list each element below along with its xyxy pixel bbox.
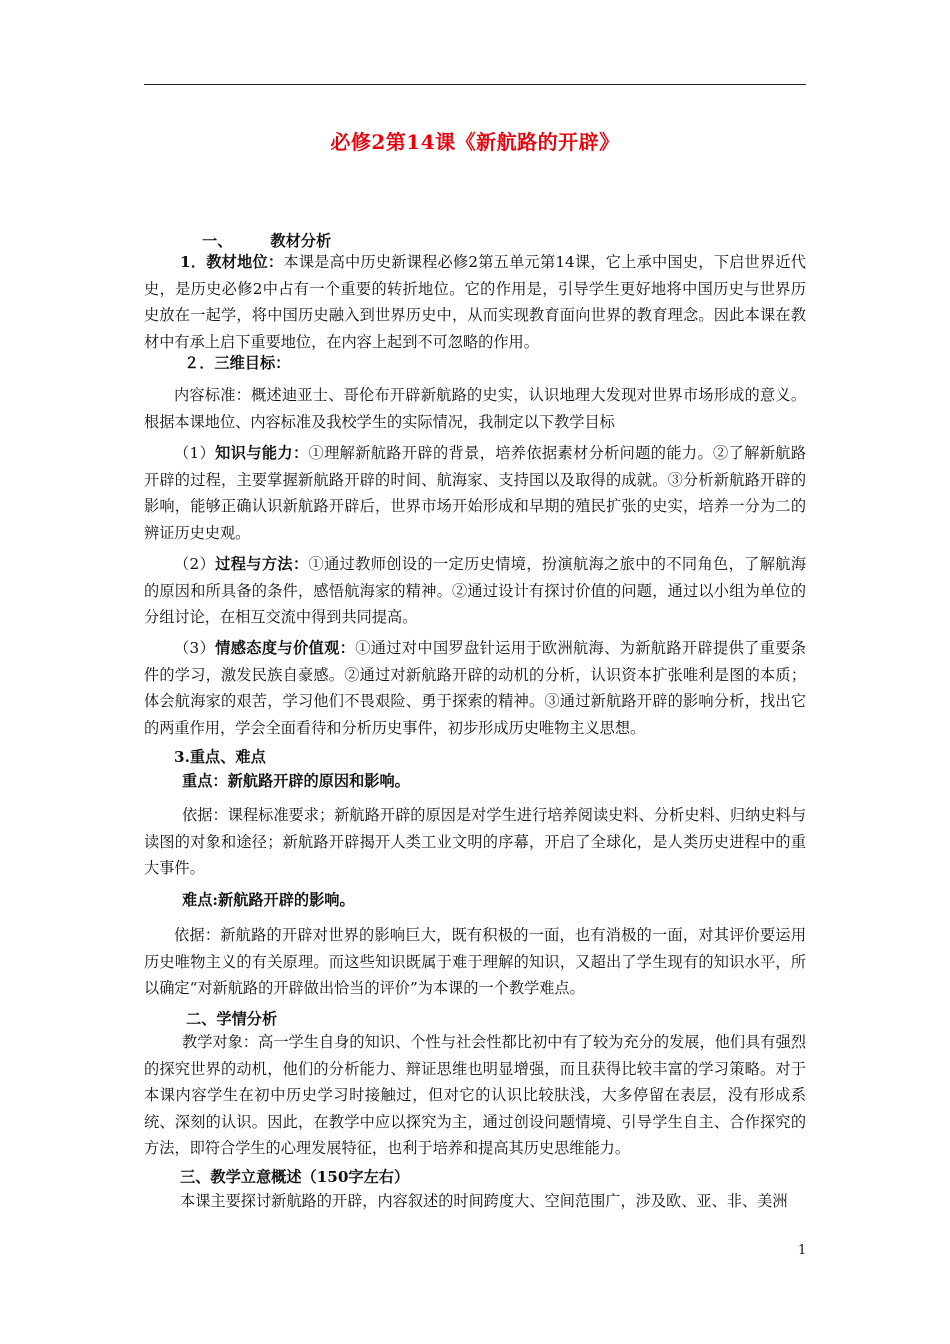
section-3-label: 三、教学立意概述（150字左右）: [180, 1168, 410, 1186]
difficulty-line: [144, 887, 806, 914]
section-1-number: 一、: [202, 232, 233, 250]
goal-knowledge-text: ①理解新航路开辟的背景，培养依据素材分析问题的能力。②了解新航路开辟的过程，主要掌握新航路开辟的时间、航海家、支持国以及取得的成就。③分析新航路开辟的影响，能够正确认识新航路开辟后，世界市场开始形成和早期的殖民扩张的史实，培养一分为二的辨证历史史观。: [144, 444, 807, 542]
page-title: 必修2第14课《新航路的开辟》: [330, 130, 620, 154]
goal-attitude-paragraph: [144, 635, 806, 741]
key-point-line: [144, 768, 806, 795]
goal-process-text: ①通过教师创设的一定历史情境，扮演航海之旅中的不同角色，了解航海的原因和所具备的条件，感悟航海家的精神。②通过设计有探讨价值的问题，通过以小组为单位的分组讨论，在相互交流中得到共同提高。: [144, 555, 807, 626]
key-difficult-heading: [144, 744, 806, 771]
difficulty-text: 新航路开辟的影响。: [217, 891, 355, 909]
objectives-label: ２．三维目标：: [184, 354, 291, 372]
section-2-label: 二、学情分析: [186, 1010, 278, 1028]
goal-attitude-label: 情感态度与价值观：: [215, 639, 356, 657]
goal-knowledge-paragraph: [144, 440, 806, 546]
header-rule: [144, 84, 806, 85]
goal-process-paragraph: [144, 551, 806, 631]
key-point-label: 重点：: [182, 772, 228, 790]
objectives-heading: [144, 350, 806, 377]
key-point-text: 新航路开辟的原因和影响。: [227, 772, 410, 790]
goal-process-label: 过程与方法：: [215, 555, 309, 573]
textbook-position-paragraph: [144, 249, 806, 355]
key-difficult-label: 3.重点、难点: [174, 748, 266, 766]
goal-attitude-text: ①通过对中国罗盘针运用于欧洲航海、为新航路开辟提供了重要条件的学习，激发民族自豪感。②通过对新航路开辟的动机的分析，认识资本扩张唯利是图的本质；体会航海家的艰苦，学习他们不畏艰险、勇于探索的精神。③通过新航路开辟的影响分析，找出它的两重作用，学会全面看待和分析历史事件，初步形成历史唯物主义思想。: [144, 639, 807, 737]
content-standard-paragraph: 内容标准：概述迪亚士、哥伦布开辟新航路的史实，认识地理大发现对世界市场形成的意义。根据本课地位、内容标准及我校学生的实际情况，我制定以下教学目标: [144, 386, 806, 431]
goal-knowledge-label: 知识与能力：: [215, 444, 309, 462]
difficulty-basis-paragraph: 依据：新航路的开辟对世界的影响巨大，既有积极的一面，也有消极的一面，对其评价要运用历史唯物主义的有关原理。而这些知识既属于难于理解的知识，又超出了学生现有的知识水平，所以确定“对新航路的开辟做出恰当的评价”为本课的一个教学难点。: [144, 926, 806, 997]
section-3-paragraph: 本课主要探讨新航路的开辟，内容叙述的时间跨度大、空间范围广，涉及欧、亚、非、美洲: [180, 1192, 788, 1210]
goal-knowledge-number: （1）: [174, 444, 216, 462]
section-2-paragraph: 教学对象：高一学生自身的知识、个性与社会性都比初中有了较为充分的发展，他们具有强烈的探究世界的动机，他们的分析能力、辩证思维也明显增强，而且获得比较丰富的学习策略。对于本课内容学生在初中历史学习时接触过，但对它的认识比较肤浅，大多停留在表层，没有形成系统、深刻的认识。因此，在教学中应以探究为主，通过创设问题情境、引导学生自主、合作探究的方法，即符合学生的心理发展特征，也利于培养和提高其历史思维能力。: [144, 1033, 806, 1157]
goal-process-number: （2）: [174, 555, 216, 573]
page-number: 1: [798, 1243, 807, 1258]
textbook-position-text: 本课是高中历史新课程必修2第五单元第14课，它上承中国史，下启世界近代史，是历史必修2中占有一个重要的转折地位。它的作用是，引导学生更好地将中国历史与世界历史放在一起学，将中国历史融入到世界历史中，从而实现教育面向世界的教育理念。因此本课在教材中有承上启下重要地位，在内容上起到不可忽略的作用。: [144, 253, 806, 351]
section-1-label: 教材分析: [270, 232, 332, 250]
section-3-heading: [144, 1164, 806, 1191]
goal-attitude-number: （3）: [174, 639, 216, 657]
difficulty-label: 难点:: [182, 891, 218, 909]
textbook-position-label: 1．教材地位：: [180, 253, 284, 271]
key-point-basis-paragraph: 依据：课程标准要求；新航路开辟的原因是对学生进行培养阅读史料、分析史料、归纳史料与读图的对象和途径；新航路开辟揭开人类工业文明的序幕，开启了全球化，是人类历史进程中的重大事件。: [144, 806, 806, 877]
